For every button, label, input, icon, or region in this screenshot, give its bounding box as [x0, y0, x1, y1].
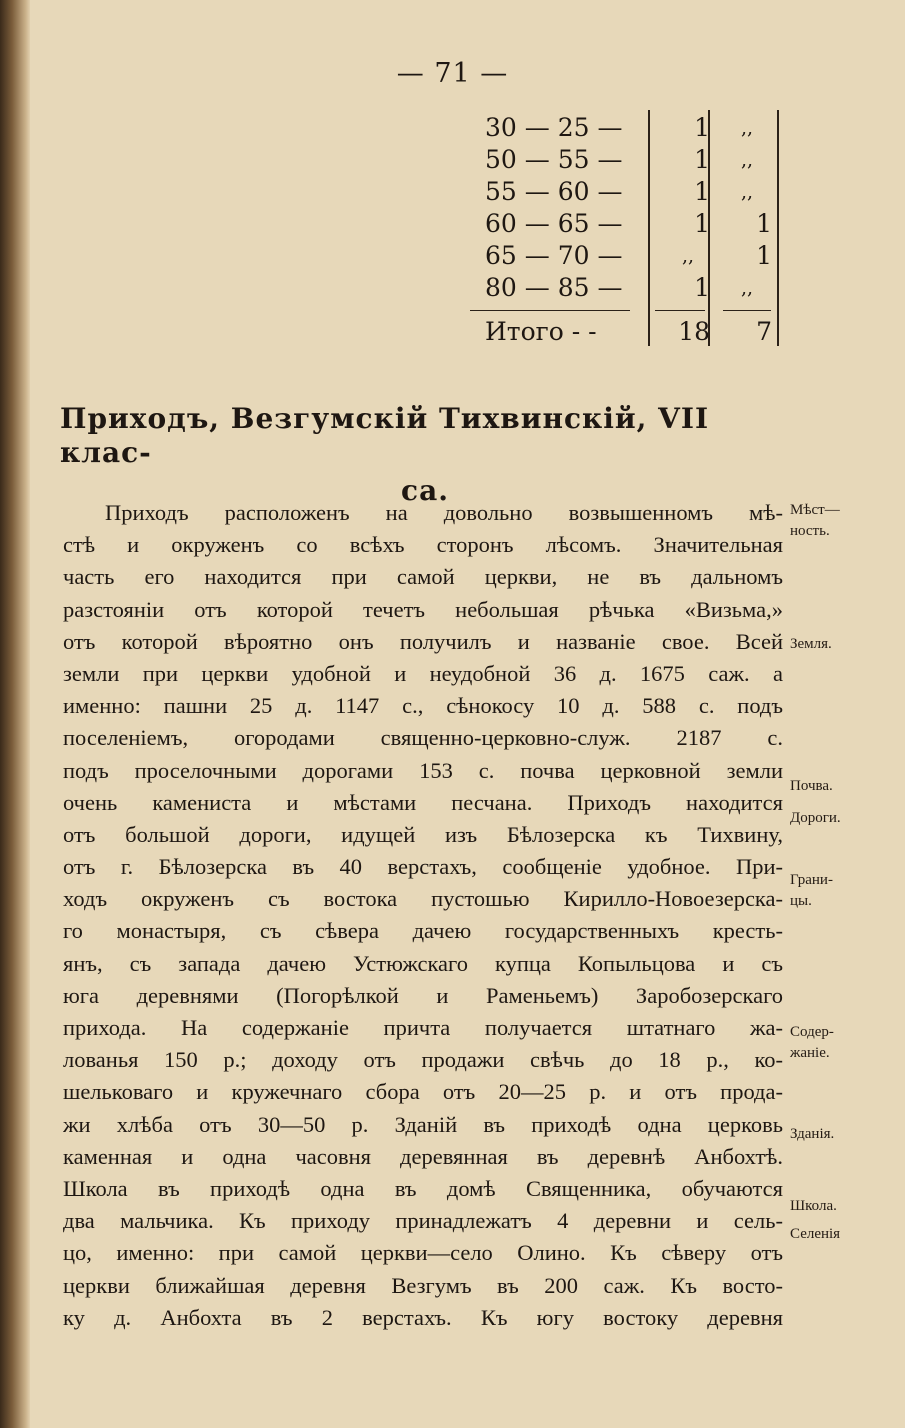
section-heading-line: са. — [401, 474, 449, 507]
table-cell-age-range: 55 — 60 — — [485, 177, 623, 206]
table-cell-count: 1 — [694, 145, 710, 174]
margin-note-line: Школа. — [790, 1198, 837, 1214]
margin-note-granitsy — [790, 870, 900, 912]
text-line: поселеніемъ, огородами священно-церковно-служ. 2187 с. — [63, 725, 783, 751]
text-line: подъ проселочными дорогами 153 с. почва церковной земли — [63, 757, 783, 783]
table-cell-count: ,, — [740, 181, 754, 203]
margin-note-line: Земля. — [790, 636, 832, 652]
text-line: го монастыря, съ сѣвера дачею государственныхъ кресть- — [63, 918, 783, 944]
table-cell-count: 1 — [756, 241, 772, 270]
table-row — [455, 240, 790, 272]
margin-note-soderzhanie — [790, 1022, 900, 1064]
text-line: лованья 150 р.; доходу отъ продажи свѣчь до 18 р., ко- — [63, 1047, 783, 1073]
margin-note-line: Почва. — [790, 778, 833, 794]
table-cell-count: ,, — [740, 277, 754, 299]
table-cell-count: ,, — [740, 149, 754, 171]
margin-note-dorogi — [790, 808, 900, 829]
text-line: отъ большой дороги, идущей изъ Бѣлозерска къ Тихвину, — [63, 821, 783, 847]
margin-note-line: Содер- — [790, 1024, 834, 1040]
text-line: ходъ окруженъ съ востока пустошью Кирилло-Новоезерска- — [63, 886, 783, 912]
table-cell-age-range: 80 — 85 — — [485, 273, 623, 302]
text-line: юга деревнями (Погорѣлкой и Раменьемъ) Заробозерскаго — [63, 982, 783, 1008]
book-spine-shadow — [0, 0, 30, 1428]
margin-note-zdaniya — [790, 1124, 900, 1145]
text-line: прихода. На содержаніе причта получается штатнаго жа- — [63, 1015, 783, 1040]
text-line: церкви ближайшая деревня Везгумъ въ 200 саж. Къ восто- — [63, 1272, 783, 1298]
section-heading — [60, 402, 790, 508]
table-total-label: Итого - - — [485, 317, 597, 346]
text-line: жи хлѣба отъ 30—50 р. Зданій въ приходѣ одна церковь — [63, 1111, 783, 1137]
text-line: цо, именно: при самой церкви—село Олино. Къ сѣверу отъ — [63, 1240, 783, 1266]
table-total-row — [455, 316, 790, 348]
text-line: ку д. Анбохта въ 2 верстахъ. Къ югу востоку деревня — [63, 1304, 783, 1330]
margin-note-line: ность. — [790, 523, 830, 539]
text-line: очень камениста и мѣстами песчана. Приходъ находится — [63, 789, 783, 815]
table-row — [455, 144, 790, 176]
margin-note-line: Зданія. — [790, 1126, 835, 1142]
table-cell-count: 1 — [694, 177, 710, 206]
table-total-rule — [655, 310, 705, 311]
table-total-rule — [470, 310, 630, 311]
text-line: разстояніи отъ которой течетъ небольшая рѣчька «Визьма,» — [63, 596, 783, 622]
margin-note-pochva — [790, 776, 900, 797]
text-line: земли при церкви удобной и неудобной 36 д. 1675 саж. а — [63, 660, 783, 686]
section-heading-line: Приходъ, Везгумскій Тихвинскій, VII клас- — [60, 402, 710, 469]
margin-note-line: жаніе. — [790, 1045, 830, 1061]
text-line: шельковаго и кружечнаго сбора отъ 20—25 р. и отъ прода- — [63, 1079, 783, 1105]
table-row — [455, 176, 790, 208]
table-cell-count: 1 — [694, 273, 710, 302]
table-total-rule — [723, 310, 771, 311]
table-row — [455, 112, 790, 144]
text-line: отъ г. Бѣлозерска въ 40 верстахъ, сообщеніе удобное. При- — [63, 854, 783, 880]
table-cell-age-range: 30 — 25 — — [485, 113, 623, 142]
table-total-count: 7 — [756, 317, 772, 346]
body-paragraph — [63, 497, 783, 1334]
margin-note-line: Дороги. — [790, 810, 841, 826]
margin-note-line: Грани- — [790, 872, 833, 888]
table-cell-count: 1 — [694, 113, 710, 142]
margin-note-line: цы. — [790, 893, 812, 909]
table-cell-count: ,, — [681, 245, 695, 267]
table-cell-age-range: 65 — 70 — — [485, 241, 623, 270]
table-total-count: 18 — [678, 317, 710, 346]
margin-note-shkola — [790, 1196, 900, 1217]
text-line: янъ, съ запада дачею Устюжскаго купца Копыльцова и съ — [63, 950, 783, 976]
text-line: Приходъ расположенъ на довольно возвышенномъ мѣ- — [105, 500, 783, 525]
margin-note-mestnost — [790, 500, 900, 542]
text-line: отъ которой вѣроятно онъ получилъ и названіе свое. Всей — [63, 628, 783, 654]
margin-note-line: Селенія — [790, 1226, 841, 1242]
page-number: — 71 — — [396, 58, 509, 89]
table-cell-count: ,, — [740, 117, 754, 139]
table-cell-age-range: 60 — 65 — — [485, 209, 623, 238]
text-line: два мальчика. Къ приходу принадлежатъ 4 деревни и сель- — [63, 1208, 783, 1234]
text-line: Школа въ приходѣ одна въ домѣ Священника, обучаются — [63, 1175, 783, 1201]
text-line: именно: пашни 25 д. 1147 с., сѣнокосу 10 д. 588 с. подъ — [63, 693, 783, 719]
age-table — [455, 110, 790, 350]
margin-note-zemlya — [790, 634, 900, 655]
table-row — [455, 208, 790, 240]
margin-note-seleniya — [790, 1224, 900, 1245]
table-cell-age-range: 50 — 55 — — [485, 145, 623, 174]
table-cell-count: 1 — [756, 209, 772, 238]
text-line: стѣ и окруженъ со всѣхъ сторонъ лѣсомъ. Значительная — [63, 532, 783, 558]
text-line: каменная и одна часовня деревянная въ деревнѣ Анбохтѣ. — [63, 1143, 783, 1169]
margin-note-line: Мѣст— — [790, 502, 840, 518]
text-line: часть его находится при самой церкви, не въ дальномъ — [63, 564, 783, 590]
table-cell-count: 1 — [694, 209, 710, 238]
table-row — [455, 272, 790, 304]
